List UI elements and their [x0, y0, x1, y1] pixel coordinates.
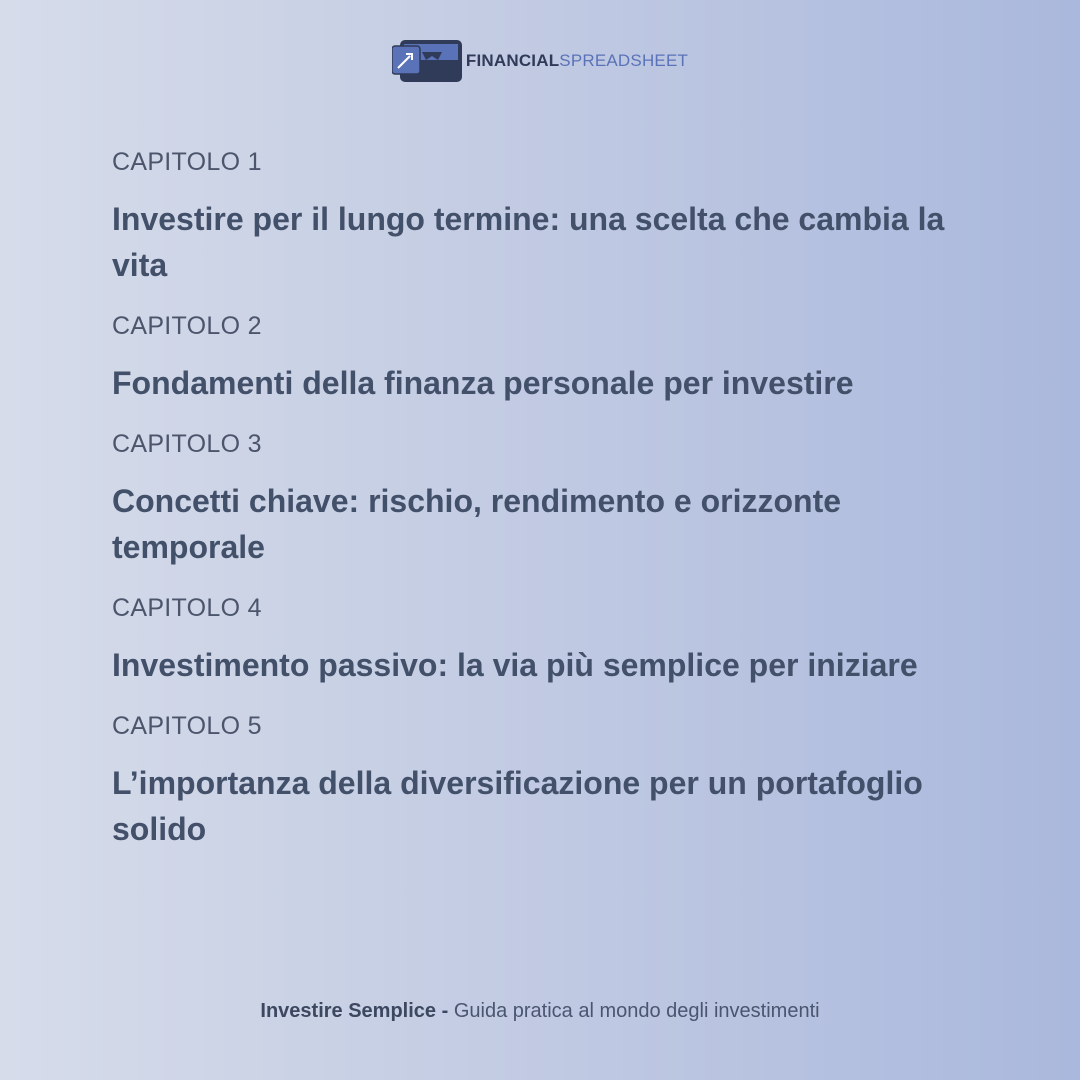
footer-book-title: Investire Semplice -	[260, 1000, 449, 1022]
chapter-title: Investire per il lungo termine: una scelta che cambia la vita	[112, 201, 945, 283]
chapter-label: CAPITOLO 4	[112, 594, 262, 622]
chapter-item	[112, 140, 972, 288]
brand-name-part1: FINANCIAL	[465, 51, 560, 70]
chapter-title: Investimento passivo: la via più semplice per iniziare	[112, 647, 918, 683]
chapter-label: CAPITOLO 1	[112, 148, 262, 176]
chapter-label: CAPITOLO 2	[112, 312, 262, 340]
chapter-label: CAPITOLO 3	[112, 430, 262, 458]
chapter-list	[112, 140, 972, 868]
chapter-item	[112, 586, 972, 688]
footer	[0, 1000, 1080, 1023]
footer-subtitle: Guida pratica al mondo degli investimenti	[453, 1000, 820, 1022]
brand-name-part2: SPREADSHEET	[559, 51, 689, 70]
chapter-item	[112, 422, 972, 570]
chapter-title: Concetti chiave: rischio, rendimento e orizzonte temporale	[112, 483, 842, 565]
chapter-title: L’importanza della diversificazione per un portafoglio solido	[112, 765, 923, 847]
chapter-label: CAPITOLO 5	[112, 712, 262, 740]
brand-header	[0, 38, 1080, 84]
chapter-item	[112, 304, 972, 406]
brand-name	[466, 51, 688, 71]
spreadsheet-chart-icon	[392, 38, 462, 84]
chapter-title: Fondamenti della finanza personale per investire	[112, 365, 854, 401]
chapter-item	[112, 704, 972, 852]
